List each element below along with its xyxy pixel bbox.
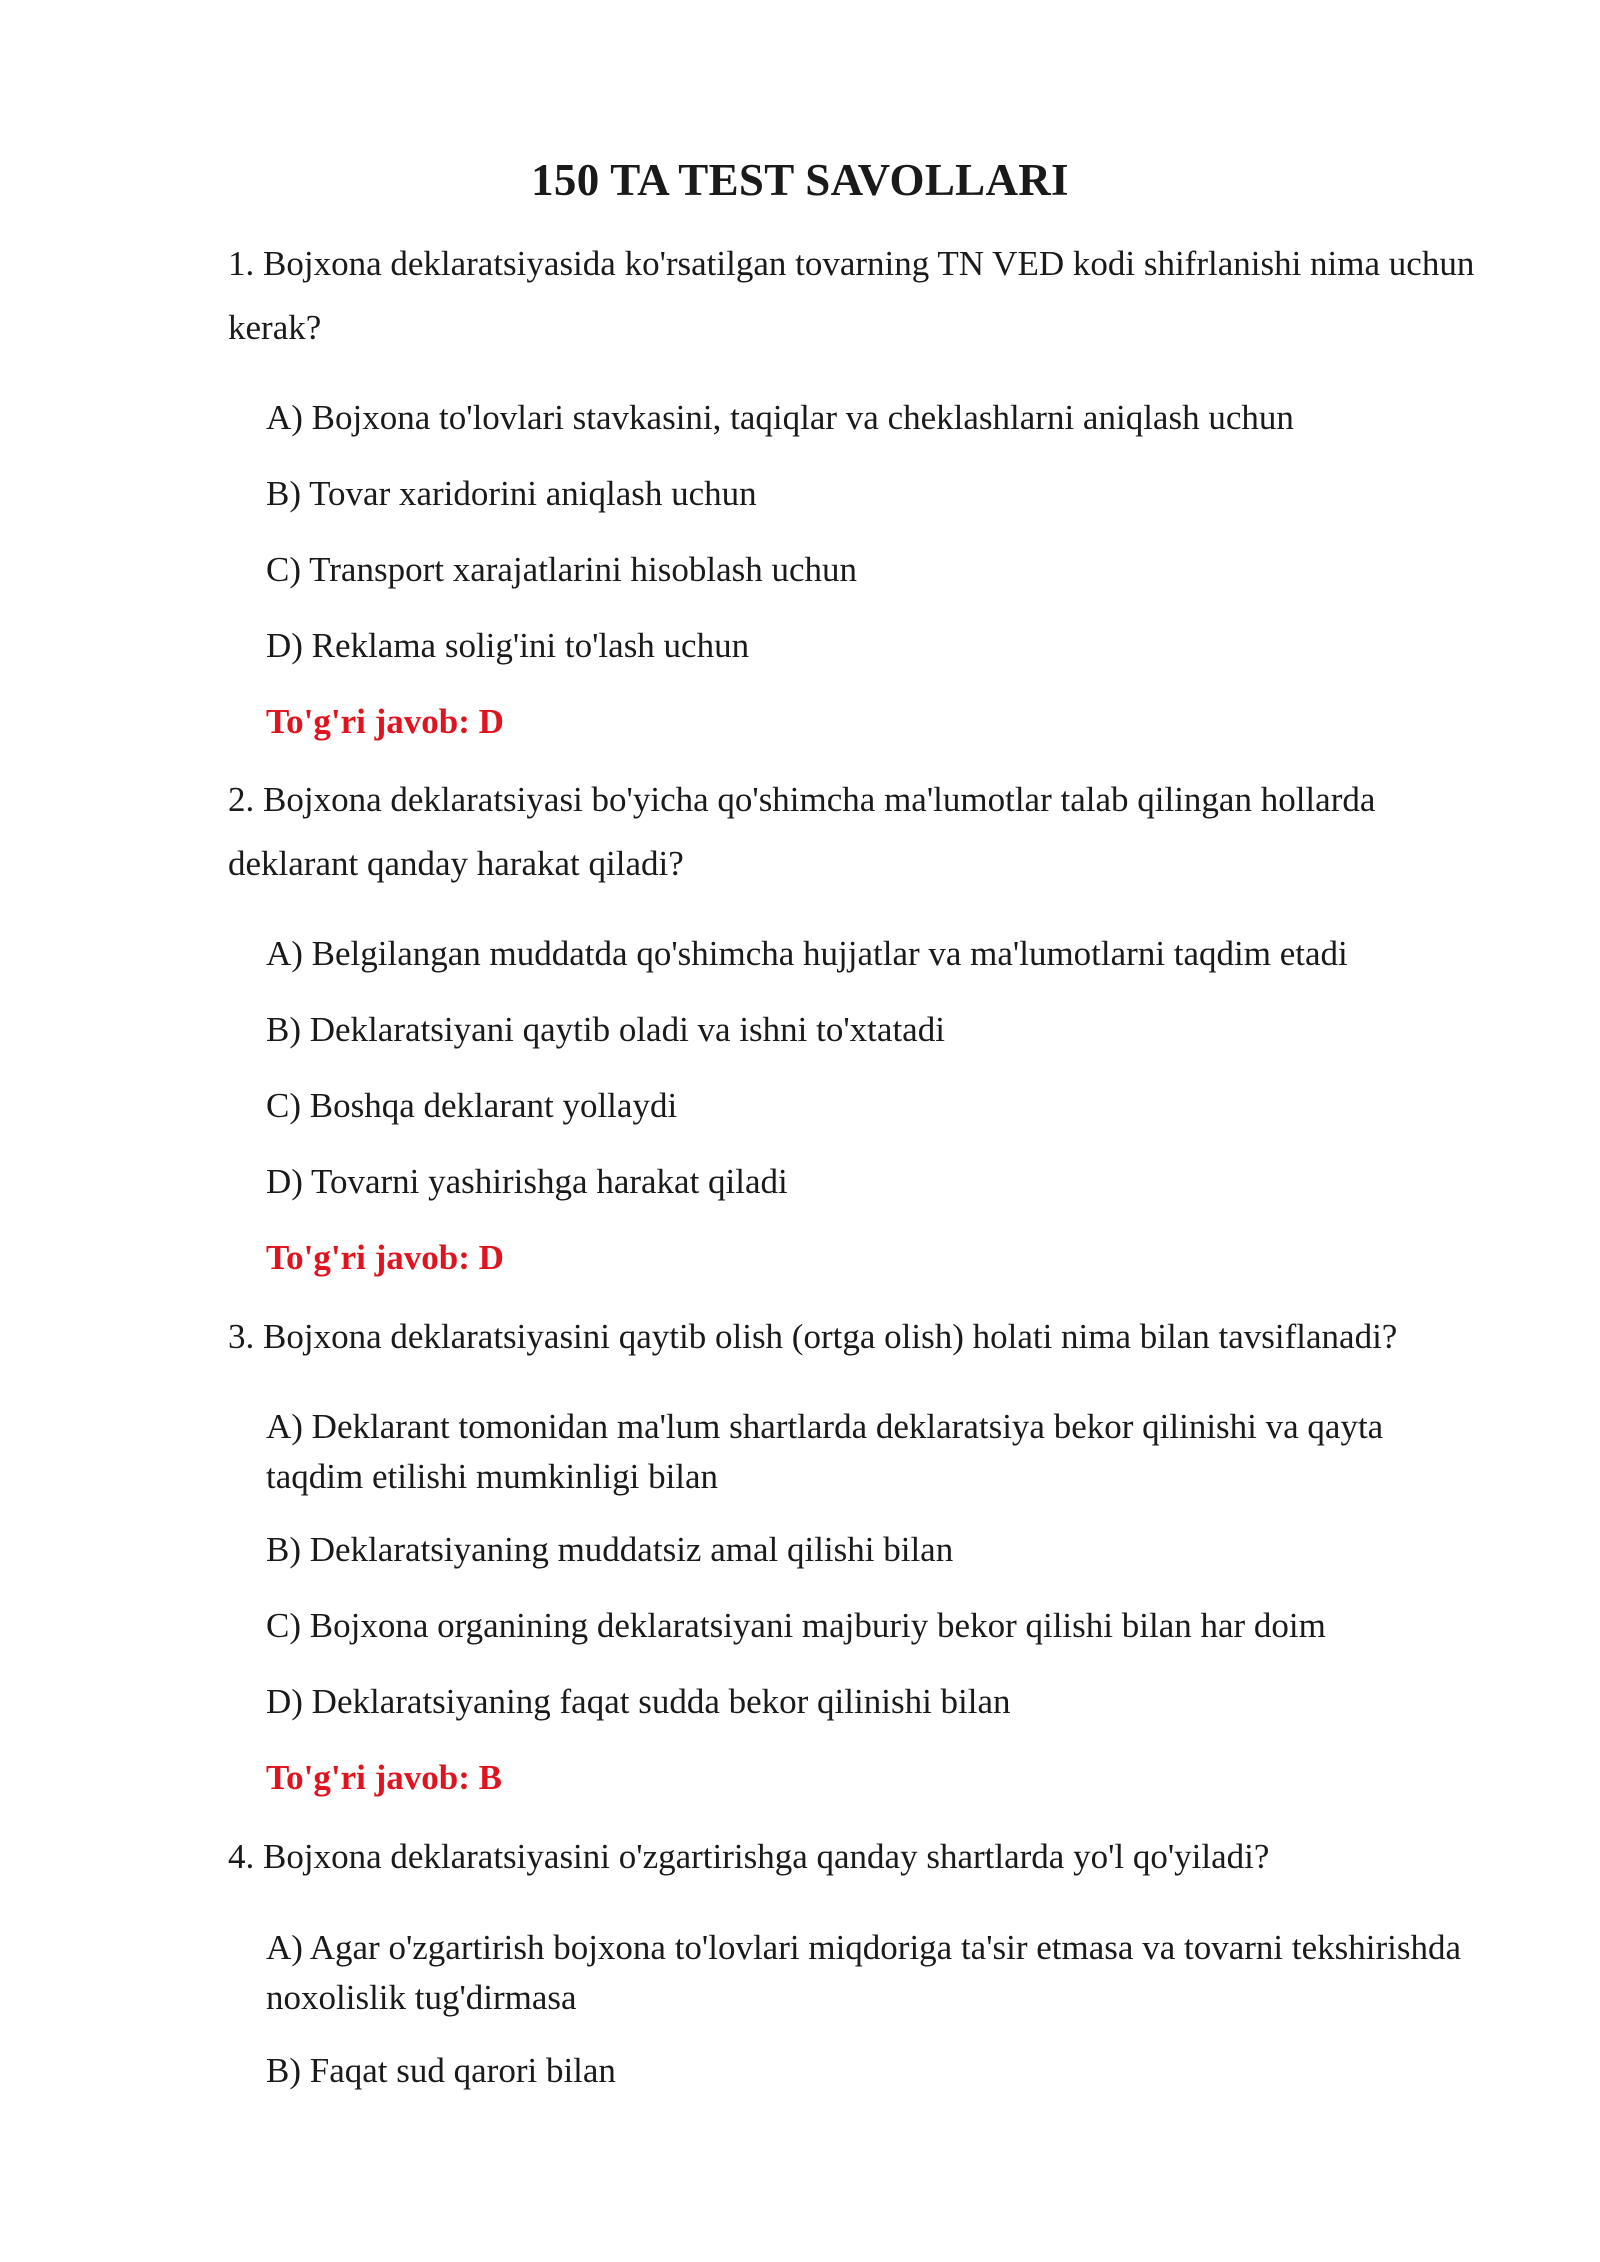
question-2-option-c: C) Boshqa deklarant yollaydi bbox=[266, 1086, 678, 1125]
question-1-option-c: C) Transport xarajatlarini hisoblash uchun bbox=[266, 550, 858, 589]
question-1-option-d: D) Reklama solig'ini to'lash uchun bbox=[266, 626, 750, 665]
question-2-answer: To'g'ri javob: D bbox=[266, 1238, 504, 1277]
question-1-text: 1. Bojxona deklaratsiyasida ko'rsatilgan tovarning TN VED kodi shifrlanishi nima uchun kerak? bbox=[228, 244, 1475, 347]
question-2-option-b: B) Deklaratsiyani qaytib oladi va ishni to'xtatadi bbox=[266, 1010, 945, 1049]
question-2-option-a: A) Belgilangan muddatda qo'shimcha hujjatlar va ma'lumotlarni taqdim etadi bbox=[266, 934, 1348, 973]
question-3-option-a: A) Deklarant tomonidan ma'lum shartlarda deklaratsiya bekor qilinishi va qayta taqdim etilishi mumkinligi bilan bbox=[266, 1407, 1384, 1496]
question-4-text: 4. Bojxona deklaratsiyasini o'zgartirishga qanday shartlarda yo'l qo'yiladi? bbox=[228, 1837, 1270, 1876]
question-4-option-a: A) Agar o'zgartirish bojxona to'lovlari miqdoriga ta'sir etmasa va tovarni tekshirishda noxolislik tug'dirmasa bbox=[266, 1928, 1462, 2017]
question-3-answer: To'g'ri javob: B bbox=[266, 1758, 502, 1797]
question-3-option-c: C) Bojxona organining deklaratsiyani majburiy bekor qilishi bilan har doim bbox=[266, 1606, 1326, 1645]
question-1-answer: To'g'ri javob: D bbox=[266, 702, 504, 741]
question-1-option-a: A) Bojxona to'lovlari stavkasini, taqiqlar va cheklashlarni aniqlash uchun bbox=[266, 398, 1294, 437]
question-3-option-b: B) Deklaratsiyaning muddatsiz amal qilishi bilan bbox=[266, 1530, 954, 1569]
question-3-text: 3. Bojxona deklaratsiyasini qaytib olish (ortga olish) holati nima bilan tavsiflanadi? bbox=[228, 1317, 1398, 1356]
page-title: 150 TA TEST SAVOLLARI bbox=[531, 155, 1069, 205]
question-2-text: 2. Bojxona deklaratsiyasi bo'yicha qo'shimcha ma'lumotlar talab qilingan hollarda deklarant qanday harakat qiladi? bbox=[228, 780, 1376, 883]
question-2-option-d: D) Tovarni yashirishga harakat qiladi bbox=[266, 1162, 788, 1201]
question-3-option-d: D) Deklaratsiyaning faqat sudda bekor qilinishi bilan bbox=[266, 1682, 1011, 1721]
question-4-option-b: B) Faqat sud qarori bilan bbox=[266, 2051, 616, 2090]
question-1-option-b: B) Tovar xaridorini aniqlash uchun bbox=[266, 474, 757, 513]
